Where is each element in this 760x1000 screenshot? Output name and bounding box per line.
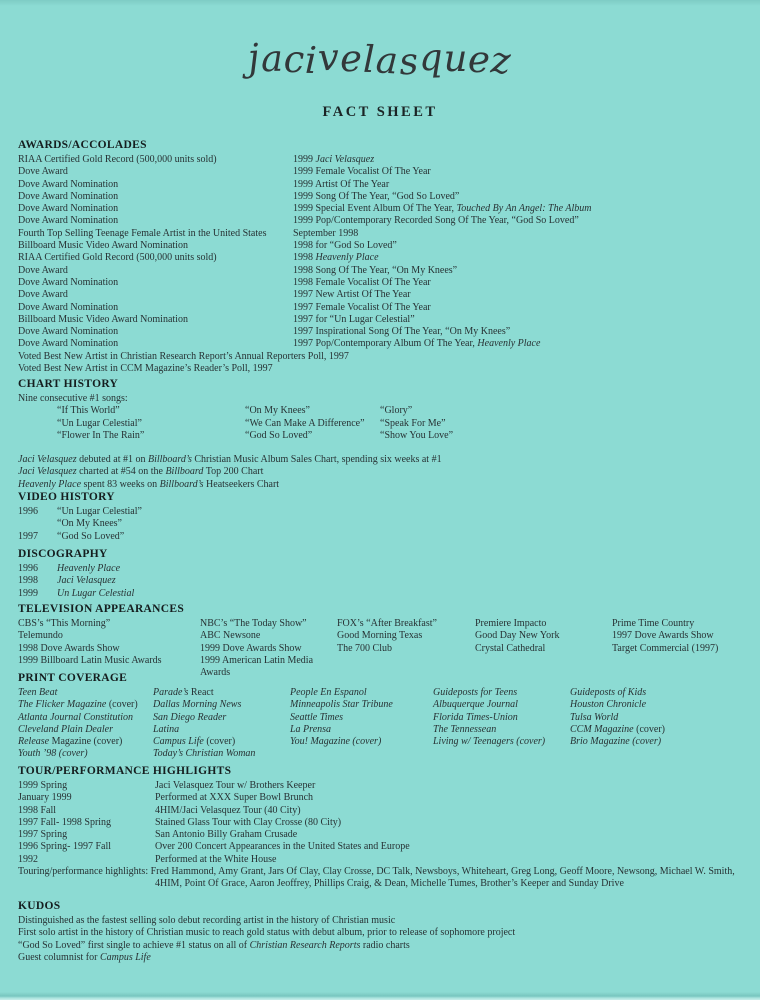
text-segment: Christian Music Album Sales Chart, spending six weeks at #1: [191, 454, 442, 466]
award-criteria: Dove Award: [18, 166, 68, 178]
television-item: 1999 American Latin Media Awards: [200, 654, 314, 679]
text-segment: La Prensa: [290, 723, 332, 735]
song-title: “Un Lugar Celestial”: [57, 417, 142, 429]
text-segment: Latina: [153, 723, 180, 735]
text-segment: (cover): [106, 699, 138, 711]
album-year: 1999: [18, 587, 38, 599]
section-print-coverage: [18, 672, 746, 761]
text-segment: Release: [18, 736, 50, 748]
print-item: [433, 699, 570, 711]
award-row: [18, 228, 746, 240]
television-item: 1999 Billboard Latin Music Awards: [18, 654, 162, 666]
logo-letter: u: [443, 37, 469, 80]
print-item: [18, 699, 153, 711]
song-row: [18, 405, 746, 417]
award-result: 1997 New Artist Of The Year: [293, 289, 411, 301]
print-item: [570, 687, 746, 699]
text-segment: Campus Life: [153, 736, 204, 748]
text-segment: Florida Times-Union: [433, 711, 518, 723]
section-video-history: [18, 491, 746, 543]
text-segment: You! Magazine (cover): [290, 736, 382, 748]
award-result: September 1998: [293, 227, 359, 239]
award-criteria: Dove Award Nomination: [18, 326, 119, 338]
section-kudos: [18, 900, 746, 964]
song-title: “God So Loved”: [245, 429, 313, 441]
scan-edge-bottom: [0, 992, 760, 1000]
print-item: [18, 687, 153, 699]
award-result: [293, 154, 746, 166]
award-result: 1999 Artist Of The Year: [293, 178, 390, 190]
album-year: 1998: [18, 575, 38, 587]
award-row: [18, 154, 746, 166]
text-segment: 1998: [293, 252, 316, 264]
video-row: [18, 531, 746, 543]
text-segment: 1999: [293, 154, 316, 165]
artist-logo: [0, 35, 760, 84]
song-title: “On My Knees”: [245, 405, 310, 417]
song-row: [18, 418, 746, 430]
song-title: “We Can Make A Difference”: [245, 417, 365, 429]
text-segment: Parade’s: [153, 687, 189, 698]
television-item: CBS’s “This Morning”: [18, 618, 111, 629]
logo-letter: q: [418, 35, 445, 80]
text-segment: Teen Beat: [18, 687, 58, 698]
text-segment: Tulsa World: [570, 711, 619, 723]
award-criteria: Fourth Top Selling Teenage Female Artist in the United States: [18, 227, 267, 239]
text-segment: React: [188, 687, 214, 698]
tour-description: Performed at the White House: [155, 853, 277, 865]
award-footnote: Voted Best New Artist in Christian Research Report’s Annual Reporters Poll, 1997: [18, 350, 349, 362]
tour-description: Over 200 Concert Appearances in the United States and Europe: [155, 841, 410, 853]
television-item: The 700 Club: [337, 642, 392, 654]
scan-edge-top: [0, 0, 760, 6]
text-segment: spent 83 weeks on: [81, 478, 160, 490]
song-title: “If This World”: [57, 405, 120, 417]
award-row: [18, 302, 746, 314]
print-item: [433, 724, 570, 736]
award-result: 1998 Female Vocalist Of The Year: [293, 276, 431, 288]
album-year: 1996: [18, 563, 38, 574]
tour-date: 1997 Fall- 1998 Spring: [18, 816, 112, 828]
print-item: [290, 699, 433, 711]
television-item: FOX’s “After Breakfast”: [337, 618, 437, 629]
text-segment: 1999 Special Event Album Of The Year,: [293, 203, 457, 215]
print-coverage-grid: [18, 687, 746, 761]
television-column: [475, 618, 612, 679]
award-row: [18, 166, 746, 178]
logo-letter: i: [304, 38, 319, 83]
print-item: [433, 736, 570, 748]
text-segment: Jaci Velasquez: [18, 454, 77, 466]
print-item: [290, 724, 433, 736]
video-title: “Un Lugar Celestial”: [57, 506, 142, 517]
text-segment: radio charts: [360, 939, 410, 951]
award-result: 1998 for “God So Loved”: [293, 240, 397, 252]
television-item: Good Day New York: [475, 630, 560, 642]
print-item: [153, 736, 290, 748]
logo-letter: z: [489, 38, 514, 83]
video-title: “On My Knees”: [57, 518, 122, 530]
award-row: [18, 191, 746, 203]
text-segment: Touched By An Angel: The Album: [456, 203, 592, 215]
discography-row: [18, 575, 746, 587]
text-segment: Youth ’98 (cover): [18, 748, 88, 760]
text-segment: debuted at #1 on: [76, 454, 148, 466]
tour-description: Jaci Velasquez Tour w/ Brothers Keeper: [155, 780, 316, 791]
print-column: [433, 687, 570, 761]
television-column: [337, 618, 475, 679]
video-row: [18, 506, 746, 518]
tour-heading: TOUR/PERFORMANCE HIGHLIGHTS: [18, 765, 232, 777]
tour-row: [18, 792, 746, 804]
print-item: [290, 736, 433, 748]
award-result: 1999 Female Vocalist Of The Year: [293, 166, 431, 178]
award-row: [18, 215, 746, 227]
print-item: [18, 712, 153, 724]
video-history-heading: VIDEO HISTORY: [18, 491, 115, 503]
logo-letter: v: [317, 35, 342, 80]
video-title: “God So Loved”: [57, 530, 125, 542]
print-item: [290, 712, 433, 724]
award-criteria: Billboard Music Video Award Nomination: [18, 313, 188, 325]
kudos-list: [18, 915, 746, 964]
text-segment: Heavenly Place: [18, 478, 82, 490]
text-segment: Living w/ Teenagers (cover): [433, 736, 546, 748]
award-result: 1998 Song Of The Year, “On My Knees”: [293, 264, 458, 276]
print-item: [433, 687, 570, 699]
television-item: ABC Newsone: [200, 630, 261, 642]
print-column: [570, 687, 746, 761]
song-title: “Flower In The Rain”: [57, 429, 145, 441]
kudos-heading: KUDOS: [18, 900, 61, 912]
television-heading: TELEVISION APPEARANCES: [18, 603, 185, 615]
logo-letter: l: [362, 37, 377, 82]
album-title: Un Lugar Celestial: [57, 587, 135, 599]
print-coverage-heading: PRINT COVERAGE: [18, 672, 128, 684]
award-criteria: Dove Award Nomination: [18, 301, 119, 313]
print-item: [290, 687, 433, 699]
tour-date: 1992: [18, 853, 38, 865]
television-item: Good Morning Texas: [337, 630, 423, 642]
award-result: 1999 Pop/Contemporary Recorded Song Of The Year, “God So Loved”: [293, 215, 579, 227]
text-segment: Jaci Velasquez: [18, 466, 77, 478]
award-criteria: Dove Award Nomination: [18, 203, 119, 215]
text-segment: Houston Chronicle: [570, 699, 647, 711]
award-criteria: Dove Award Nomination: [18, 215, 119, 227]
song-title: “Glory”: [380, 405, 413, 417]
text-segment: “God So Loved” first single to achieve #1 status on all of: [18, 939, 250, 951]
tour-row: [18, 780, 746, 792]
tour-description: 4HIM/Jaci Velasquez Tour (40 City): [155, 804, 301, 816]
logo-letter: s: [397, 39, 421, 84]
print-column: [18, 687, 153, 761]
discography-row: [18, 588, 746, 600]
text-segment: Guideposts of Kids: [570, 687, 647, 698]
discography-list: [18, 563, 746, 600]
text-segment: People En Espanol: [290, 687, 367, 698]
text-segment: Minneapolis Star Tribune: [290, 699, 393, 711]
kudos-item: First solo artist in the history of Christian music to reach gold status with debut album, prior to release of sophomore project: [18, 927, 516, 939]
album-title: Jaci Velasquez: [57, 575, 116, 587]
television-item: 1998 Dove Awards Show: [18, 642, 120, 654]
print-item: [18, 748, 153, 760]
logo-letter: e: [339, 36, 364, 81]
tour-date: January 1999: [18, 792, 72, 804]
tour-description: Performed at XXX Super Bowl Brunch: [155, 792, 314, 804]
song-title: “Show You Love”: [380, 429, 454, 441]
award-result: 1999 Song Of The Year, “God So Loved”: [293, 190, 460, 202]
award-result: [293, 203, 746, 215]
section-television-appearances: [18, 603, 746, 679]
award-row: [18, 252, 746, 264]
chart-history-notes: [18, 454, 746, 491]
awards-footnotes: [18, 351, 746, 376]
print-item: [570, 712, 746, 724]
text-segment: (cover): [203, 736, 236, 748]
tour-date: 1999 Spring: [18, 780, 68, 791]
award-row: [18, 326, 746, 338]
text-segment: Heavenly Place: [477, 338, 541, 350]
tour-row: [18, 805, 746, 817]
section-tour-highlights: [18, 765, 746, 891]
award-row: [18, 265, 746, 277]
logo-letter: a: [374, 38, 401, 83]
print-item: [570, 724, 746, 736]
text-segment: Christian Research Reports: [249, 939, 361, 951]
print-item: [433, 712, 570, 724]
television-item: Telemundo: [18, 630, 63, 642]
print-item: [153, 748, 290, 760]
touring-highlights-line: Touring/performance highlights: Fred Hammond, Amy Grant, Jars Of Clay, Clay Crosse, DC Talk, Newsboys, Whiteheart, Greg Long, Geoff Moore, Newsong, Michael W. Smith, 4HIM, Point Of Grace, Aaron Jeoffrey, Phillips Craig, & Dean, Michelle Tumes, Brother’s Keeper and Sunday Drive: [18, 866, 735, 890]
section-chart-history: [18, 378, 746, 491]
text-segment: Billboard: [165, 466, 204, 478]
tour-row: [18, 829, 746, 841]
text-segment: Cleveland Plain Dealer: [18, 723, 113, 735]
text-segment: Heavenly Place: [315, 252, 379, 264]
text-segment: Guideposts for Teens: [433, 687, 518, 698]
award-row: [18, 314, 746, 326]
award-result: [293, 338, 746, 350]
awards-list: [18, 154, 746, 351]
award-result: 1997 Female Vocalist Of The Year: [293, 301, 431, 313]
video-row: [18, 518, 746, 530]
award-row: [18, 203, 746, 215]
chart-note: [18, 454, 746, 466]
chart-history-intro: Nine consecutive #1 songs:: [18, 393, 128, 404]
tour-date: 1997 Spring: [18, 829, 68, 841]
text-segment: (cover): [633, 723, 665, 735]
text-segment: Today’s Christian Woman: [153, 748, 256, 760]
award-criteria: RIAA Certified Gold Record (500,000 units sold): [18, 252, 217, 264]
award-criteria: RIAA Certified Gold Record (500,000 units sold): [18, 154, 217, 165]
television-column: [18, 618, 200, 679]
award-result: 1997 Inspirational Song Of The Year, “On My Knees”: [293, 326, 511, 338]
text-segment: The Tennessean: [433, 723, 497, 735]
text-segment: Magazine (cover): [49, 736, 123, 748]
tour-row: [18, 854, 746, 866]
tour-list: [18, 780, 746, 866]
logo-letter: a: [259, 36, 285, 81]
award-result: 1997 for “Un Lugar Celestial”: [293, 313, 415, 325]
print-column: [290, 687, 433, 761]
print-item: [153, 724, 290, 736]
television-item: Premiere Impacto: [475, 618, 547, 629]
text-segment: Dallas Morning News: [153, 699, 242, 711]
award-criteria: Dove Award: [18, 264, 68, 276]
kudos-item: [18, 940, 746, 952]
tour-date: 1996 Spring- 1997 Fall: [18, 841, 112, 853]
award-criteria: Dove Award: [18, 289, 68, 301]
television-item: 1997 Dove Awards Show: [612, 630, 714, 642]
television-item: Target Commercial (1997): [612, 642, 719, 654]
song-row: [18, 430, 746, 442]
television-item: Prime Time Country: [612, 618, 695, 629]
discography-row: [18, 563, 746, 575]
kudos-item: [18, 952, 746, 964]
text-segment: Jaci Velasquez: [315, 154, 375, 165]
video-history-list: [18, 506, 746, 543]
print-item: [570, 736, 746, 748]
television-item: NBC’s “The Today Show”: [200, 618, 307, 629]
text-segment: Seattle Times: [290, 711, 344, 723]
chart-note: [18, 479, 746, 491]
award-row: [18, 338, 746, 350]
chart-note: [18, 466, 746, 478]
award-row: [18, 240, 746, 252]
award-row: [18, 179, 746, 191]
discography-heading: DISCOGRAPHY: [18, 548, 108, 560]
text-segment: Campus Life: [99, 951, 151, 963]
print-column: [153, 687, 290, 761]
award-criteria: Dove Award Nomination: [18, 276, 119, 288]
video-year: 1996: [18, 506, 38, 517]
print-item: [18, 736, 153, 748]
award-criteria: Dove Award Nomination: [18, 178, 119, 190]
award-footnote: Voted Best New Artist in CCM Magazine’s Reader’s Poll, 1997: [18, 363, 273, 375]
text-segment: Atlanta Journal Constitution: [18, 711, 134, 723]
tour-date: 1998 Fall: [18, 804, 57, 816]
page-title: FACT SHEET: [322, 104, 438, 120]
award-row: [18, 289, 746, 301]
text-segment: charted at #54 on the: [76, 466, 166, 478]
logo-letter: j: [246, 35, 262, 80]
section-awards: [18, 139, 746, 375]
video-year: 1997: [18, 530, 38, 542]
text-segment: The Flicker Magazine: [18, 699, 107, 711]
kudos-item: Distinguished as the fastest selling solo debut recording artist in the history of Christian music: [18, 915, 396, 926]
logo-letter: e: [467, 37, 493, 82]
awards-heading: AWARDS/ACCOLADES: [18, 139, 147, 151]
section-discography: [18, 548, 746, 600]
album-title: Heavenly Place: [57, 563, 121, 574]
song-title: “Speak For Me”: [380, 417, 446, 429]
tour-description: Stained Glass Tour with Clay Crosse (80 City): [155, 816, 342, 828]
text-segment: Heatseekers Chart: [203, 478, 280, 490]
text-segment: Brio Magazine (cover): [570, 736, 662, 748]
award-criteria: Billboard Music Video Award Nomination: [18, 240, 188, 252]
tour-description: San Antonio Billy Graham Crusade: [155, 829, 298, 841]
text-segment: 1997 Pop/Contemporary Album Of The Year,: [293, 338, 478, 350]
print-item: [153, 687, 290, 699]
award-result: [293, 252, 746, 264]
award-criteria: Dove Award Nomination: [18, 190, 119, 202]
print-item: [570, 699, 746, 711]
television-grid: [18, 618, 746, 679]
text-segment: Billboard’s: [159, 478, 204, 490]
award-row: [18, 277, 746, 289]
chart-history-heading: CHART HISTORY: [18, 378, 119, 390]
print-item: [153, 699, 290, 711]
print-item: [153, 712, 290, 724]
text-segment: Top 200 Chart: [203, 466, 264, 478]
television-item: 1999 Dove Awards Show: [200, 642, 302, 654]
award-criteria: Dove Award Nomination: [18, 338, 119, 350]
print-item: [18, 724, 153, 736]
text-segment: Billboard’s: [147, 454, 192, 466]
tour-row: [18, 841, 746, 853]
text-segment: Albuquerque Journal: [433, 699, 518, 711]
television-column: [612, 618, 746, 679]
logo-letter: c: [283, 38, 306, 81]
text-segment: Guest columnist for: [18, 951, 100, 963]
video-year: [18, 518, 57, 530]
chart-history-songs: [18, 405, 746, 442]
text-segment: CCM Magazine: [570, 723, 634, 735]
television-column: [200, 618, 337, 679]
text-segment: San Diego Reader: [153, 711, 227, 723]
tour-row: [18, 817, 746, 829]
television-item: Crystal Cathedral: [475, 642, 546, 654]
